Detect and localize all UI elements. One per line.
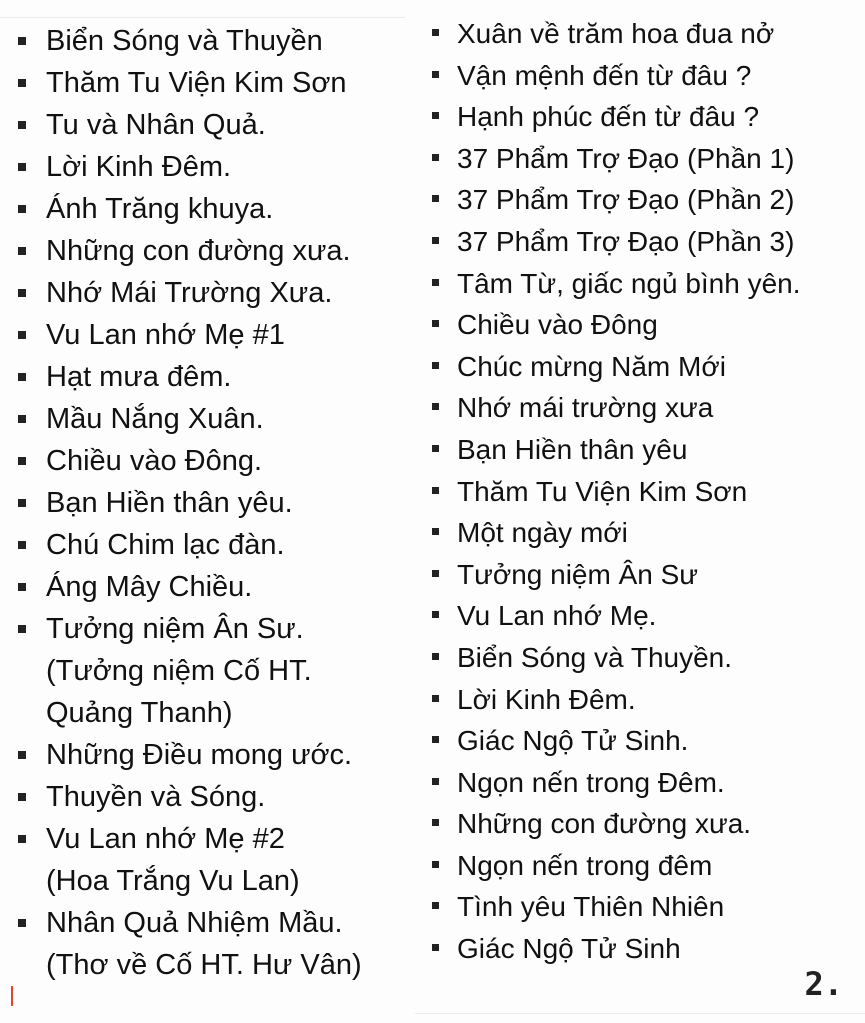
bullet-icon <box>432 362 439 369</box>
top-divider <box>0 17 405 18</box>
bullet-icon <box>18 541 26 549</box>
list-item <box>430 55 860 97</box>
list-item <box>18 356 418 398</box>
bullet-icon <box>18 835 26 843</box>
list-item <box>430 179 860 221</box>
list-item-text: Thăm Tu Viện Kim Sơn <box>46 67 347 99</box>
list-item-text: Chiều vào Đông. <box>46 445 263 477</box>
list-item <box>18 566 418 608</box>
list-item-text: Giác Ngộ Tử Sinh. <box>457 725 689 757</box>
list-item <box>18 272 418 314</box>
bullet-icon <box>432 778 439 785</box>
list-item-text: Nhớ mái trường xưa <box>457 392 714 424</box>
list-item-text: Biển Sóng và Thuyền. <box>457 641 733 673</box>
list-item-text: Nhớ Mái Trường Xưa. <box>46 277 333 309</box>
bullet-icon <box>18 583 26 591</box>
bullet-icon <box>18 121 26 129</box>
list-item-text: Vu Lan nhớ Mẹ #2 <box>46 823 285 855</box>
list-item <box>18 776 418 818</box>
list-item-text: Những con đường xưa. <box>46 235 351 267</box>
list-item-text: Bạn Hiền thân yêu. <box>46 487 293 519</box>
list-item-text: 37 Phẩm Trợ Đạo (Phần 1) <box>457 142 795 174</box>
list-item-text: Những Điều mong ước. <box>46 739 353 771</box>
list-item-text: Ánh Trăng khuya. <box>46 193 274 225</box>
list-item <box>430 96 860 138</box>
list-item-text: Vận mệnh đến từ đâu ? <box>457 59 752 91</box>
list-item-text: Mầu Nắng Xuân. <box>46 403 264 435</box>
list-item <box>430 762 860 804</box>
bullet-icon <box>432 487 439 494</box>
bullet-icon <box>432 403 439 410</box>
list-item-text: Chú Chim lạc đàn. <box>46 529 285 561</box>
text-cursor <box>11 986 13 1006</box>
bullet-icon <box>432 195 439 202</box>
bullet-icon <box>432 445 439 452</box>
list-item <box>430 304 860 346</box>
list-item <box>18 398 418 440</box>
list-item-text: Nhân Quả Nhiệm Mầu. <box>46 907 343 939</box>
bullet-icon <box>432 861 439 868</box>
bullet-icon <box>432 944 439 951</box>
bullet-icon <box>432 819 439 826</box>
bullet-icon <box>432 528 439 535</box>
list-item-text: Vu Lan nhớ Mẹ. <box>457 600 657 632</box>
bullet-icon <box>18 751 26 759</box>
list-item-text: Tu và Nhân Quả. <box>46 109 266 141</box>
list-item <box>430 13 860 55</box>
bullet-icon <box>18 919 26 927</box>
list-item-text: Áng Mây Chiều. <box>46 571 253 603</box>
list-item-text: Xuân về trăm hoa đua nở <box>457 18 775 49</box>
list-item-text: Tưởng niệm Ân Sư. <box>46 613 304 645</box>
list-item-text: Vu Lan nhớ Mẹ #1 <box>46 319 285 351</box>
bullet-icon <box>18 457 26 465</box>
bottom-divider <box>415 1013 865 1014</box>
bullet-icon <box>18 793 26 801</box>
bullet-icon <box>18 499 26 507</box>
list-item <box>430 637 860 679</box>
list-item <box>18 230 418 272</box>
bullet-icon <box>18 205 26 213</box>
list-item-text: Một ngày mới <box>457 517 628 549</box>
list-item <box>430 595 860 637</box>
list-item-text: Lời Kinh Đêm. <box>457 683 636 715</box>
bullet-icon <box>432 695 439 702</box>
list-item <box>430 928 860 970</box>
list-item <box>430 720 860 762</box>
list-item-text: 37 Phẩm Trợ Đạo (Phần 2) <box>457 184 795 216</box>
list-item <box>18 734 418 776</box>
list-item <box>430 845 860 887</box>
list-item <box>18 482 418 524</box>
bullet-icon <box>432 320 439 327</box>
bullet-icon <box>432 112 439 119</box>
bullet-icon <box>18 289 26 297</box>
bullet-icon <box>18 37 26 45</box>
list-item-text: Những con đường xưa. <box>457 808 752 840</box>
list-item-text: Ngọn nến trong Đêm. <box>457 766 725 798</box>
list-item-text: Lời Kinh Đêm. <box>46 151 232 183</box>
list-item <box>430 263 860 305</box>
bullet-icon <box>18 163 26 171</box>
bullet-icon <box>432 611 439 618</box>
bullet-icon <box>18 331 26 339</box>
bullet-icon <box>18 247 26 255</box>
list-item-text: (Hoa Trắng Vu Lan) <box>46 865 300 897</box>
list-item <box>430 429 860 471</box>
list-item-text: Quảng Thanh) <box>46 697 233 729</box>
list-item <box>430 138 860 180</box>
list-item <box>430 512 860 554</box>
list-item-text: Giác Ngộ Tử Sinh <box>457 933 681 965</box>
list-item <box>18 818 418 902</box>
list-item-text: 37 Phẩm Trợ Đạo (Phần 3) <box>457 225 795 257</box>
bullet-icon <box>432 653 439 660</box>
list-item <box>18 104 418 146</box>
list-item-text: Hạnh phúc đến từ đâu ? <box>457 101 760 133</box>
list-item <box>430 346 860 388</box>
bullet-icon <box>432 570 439 577</box>
list-item <box>430 387 860 429</box>
list-item-text: Chiều vào Đông <box>457 309 658 341</box>
list-item-text: Thăm Tu Viện Kim Sơn <box>457 475 748 507</box>
list-item-text: Biển Sóng và Thuyền <box>46 25 323 57</box>
list-item <box>430 554 860 596</box>
bullet-icon <box>432 237 439 244</box>
list-item <box>18 62 418 104</box>
list-item <box>18 902 418 986</box>
list-item-text: Ngọn nến trong đêm <box>457 849 713 881</box>
list-item <box>18 608 418 734</box>
list-item <box>430 803 860 845</box>
list-item-text: (Tưởng niệm Cố HT. <box>46 655 312 687</box>
list-item-text: Tình yêu Thiên Nhiên <box>457 891 725 923</box>
list-item <box>430 221 860 263</box>
list-item-text: Thuyền và Sóng. <box>46 781 266 813</box>
list-item-text: Bạn Hiền thân yêu <box>457 433 688 465</box>
left-poem-list <box>18 20 418 986</box>
list-item <box>18 440 418 482</box>
bullet-icon <box>18 373 26 381</box>
list-item-text: Tưởng niệm Ân Sư <box>457 558 699 590</box>
list-item-text: (Thơ về Cố HT. Hư Vân) <box>46 949 362 981</box>
bullet-icon <box>18 415 26 423</box>
list-item <box>430 886 860 928</box>
list-item <box>18 188 418 230</box>
list-item-text: Chúc mừng Năm Mới <box>457 350 726 382</box>
list-item <box>18 524 418 566</box>
bullet-icon <box>18 625 26 633</box>
bullet-icon <box>432 736 439 743</box>
list-item <box>18 146 418 188</box>
bullet-icon <box>432 902 439 909</box>
bullet-icon <box>432 29 439 36</box>
bullet-icon <box>432 154 439 161</box>
bullet-icon <box>18 79 26 87</box>
list-item-text: Hạt mưa đêm. <box>46 361 232 393</box>
list-item <box>430 679 860 721</box>
list-item-text: Tâm Từ, giấc ngủ bình yên. <box>457 267 801 299</box>
bullet-icon <box>432 279 439 286</box>
list-item <box>18 314 418 356</box>
list-item <box>18 20 418 62</box>
page-number: 2. <box>804 965 843 1003</box>
bullet-icon <box>432 71 439 78</box>
right-poem-list <box>430 13 860 970</box>
list-item <box>430 471 860 513</box>
